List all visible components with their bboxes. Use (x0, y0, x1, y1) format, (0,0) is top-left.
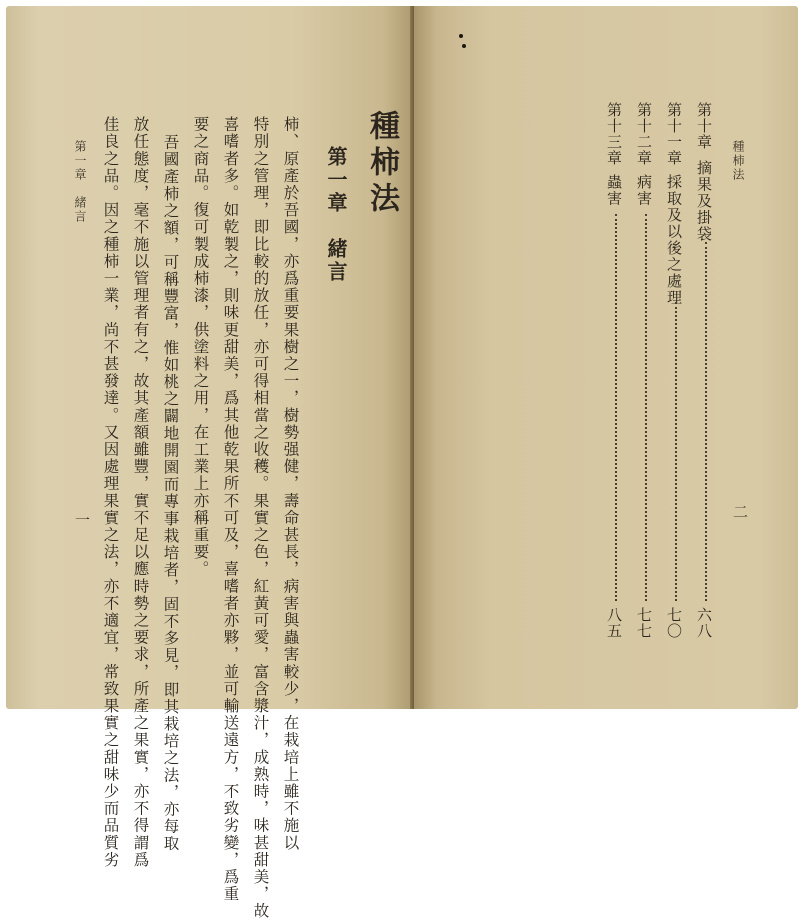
toc-entry (606, 102, 626, 639)
toc-chapter: 第十三章 (605, 102, 623, 166)
toc-title: 蟲害 (605, 174, 623, 207)
ink-mark (459, 34, 463, 38)
body-column-2: 特別之管理，即比較的放任，亦可得相當之收穫。果實之色，紅黃可愛，富含漿汁，成熟時，味甚甜美，故 (251, 116, 270, 920)
toc-title: 摘果及掛袋 (695, 160, 713, 243)
toc-chapter: 第十二章 (635, 102, 653, 166)
toc-leader (645, 214, 647, 601)
toc-page: 七七 (635, 607, 653, 639)
toc-chapter: 第十一章 (665, 102, 683, 166)
ink-mark (462, 44, 466, 48)
toc-entry (636, 102, 656, 639)
toc-title: 採取及以後之處理 (665, 174, 683, 306)
toc-chapter: 第十章 (695, 102, 713, 150)
right-page (414, 6, 798, 709)
body-column-7: 佳良之品。因之種柿一業，尚不甚發達。又因處理果實之法，亦不適宜，常致果實之甜味少而品質劣 (101, 116, 120, 869)
chapter-heading: 第一章 緒言 (324, 146, 348, 284)
toc-page: 八五 (605, 607, 623, 639)
body-column-6: 放任態度，毫不施以管理者有之，故其產額雖豐，實不足以應時勢之要求，所產之果實，亦不得謂爲 (131, 116, 150, 869)
toc-page: 六八 (695, 607, 713, 639)
toc-entry (696, 102, 716, 639)
page-number: 二 (731, 504, 749, 521)
toc-page: 七〇 (665, 607, 683, 639)
book-title: 種柿法 (364, 110, 399, 218)
toc-leader (675, 302, 677, 601)
page-number: 一 (73, 512, 91, 529)
body-column-3: 喜嗜者多。如乾製之，則味更甜美，爲其他乾果所不可及，喜嗜者亦夥，並可輸送遠方，不致劣變，爲重 (221, 116, 240, 903)
toc-entry (666, 102, 686, 639)
toc-leader (705, 242, 707, 601)
running-header: 種柿法 (731, 140, 745, 182)
toc-leader (615, 214, 617, 601)
body-column-1: 柿、原產於吾國，亦爲重要果樹之一，樹勢强健，壽命甚長，病害與蟲害較少，在栽培上雖不施以 (281, 116, 300, 852)
running-footer: 第一章 緒言 (73, 140, 87, 224)
left-page (6, 6, 416, 920)
body-column-5: 吾國產柿之額，可稱豐富，惟如桃之闢地開園而專事栽培者，固不多見，即其栽培之法，亦每取 (161, 134, 180, 853)
body-column-4: 要之商品。復可製成柿漆，供塗料之用，在工業上亦稱重要。 (191, 116, 210, 578)
toc-title: 病害 (635, 174, 653, 207)
